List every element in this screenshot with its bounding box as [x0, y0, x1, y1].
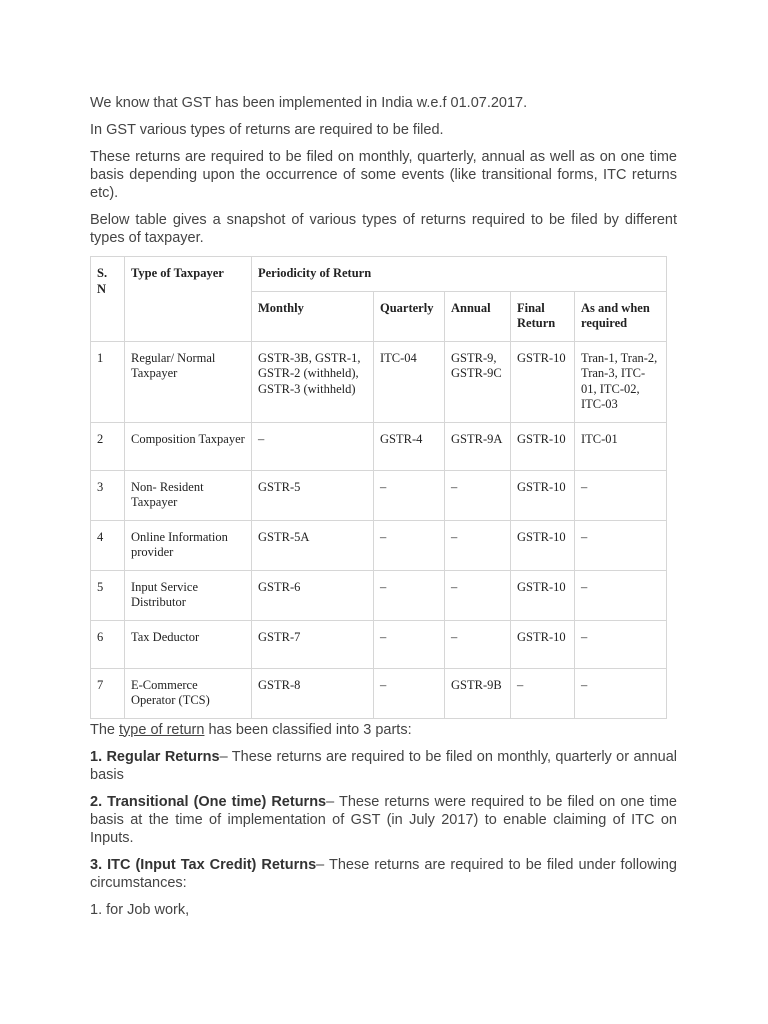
cell-final: GSTR-10: [511, 570, 575, 620]
cell-as-when: –: [575, 620, 667, 668]
cell-sn: 3: [91, 470, 125, 520]
cell-type: Online Information provider: [125, 520, 252, 570]
cell-final: GSTR-10: [511, 620, 575, 668]
table-row: [91, 620, 667, 668]
intro-paragraph: We know that GST has been implemented in India w.e.f 01.07.2017.: [90, 95, 528, 111]
cell-monthly: GSTR-3B, GSTR-1, GSTR-2 (withheld), GSTR-3 (withheld): [252, 341, 374, 422]
cell-sn: 4: [91, 520, 125, 570]
cell-sn: 1: [91, 341, 125, 422]
table-header-row: [91, 257, 667, 292]
cell-type: E-Commerce Operator (TCS): [125, 668, 252, 718]
header-quarterly: Quarterly: [374, 291, 445, 341]
table-row: [91, 570, 667, 620]
part-text: – These returns are required to be filed on monthly, quarterly or annual basis: [90, 748, 677, 783]
cell-as-when: –: [575, 470, 667, 520]
cell-final: GSTR-10: [511, 470, 575, 520]
cell-type: Composition Taxpayer: [125, 422, 252, 470]
cell-as-when: ITC-01: [575, 422, 667, 470]
intro-paragraph: These returns are required to be filed on monthly, quarterly, annual as well as on one time basis depending upon the occurrence of some events (like transitional forms, ITC returns etc).: [90, 149, 677, 201]
cell-annual: GSTR-9A: [445, 422, 511, 470]
cell-final: GSTR-10: [511, 341, 575, 422]
table-row: [91, 668, 667, 718]
classification-suffix: has been classified into 3 parts:: [204, 721, 412, 738]
header-type: Type of Taxpayer: [125, 257, 252, 342]
cell-quarterly: –: [374, 470, 445, 520]
classification-prefix: The: [90, 721, 120, 738]
cell-monthly: GSTR-5A: [252, 520, 374, 570]
part-title: 3. ITC (Input Tax Credit) Returns: [90, 856, 317, 873]
cell-sn: 7: [91, 668, 125, 718]
cell-monthly: GSTR-6: [252, 570, 374, 620]
cell-as-when: Tran-1, Tran-2, Tran-3, ITC-01, ITC-02, ITC-03: [575, 341, 667, 422]
header-final: Final Return: [511, 291, 575, 341]
returns-table-wrapper: [90, 256, 677, 719]
cell-quarterly: –: [374, 620, 445, 668]
cell-as-when: –: [575, 570, 667, 620]
cell-monthly: GSTR-8: [252, 668, 374, 718]
cell-monthly: –: [252, 422, 374, 470]
table-row: [91, 470, 667, 520]
cell-quarterly: ITC-04: [374, 341, 445, 422]
header-annual: Annual: [445, 291, 511, 341]
part-paragraph: [90, 793, 677, 847]
type-of-return-link[interactable]: type of return: [119, 721, 205, 738]
part-paragraph: [90, 748, 677, 784]
cell-quarterly: –: [374, 570, 445, 620]
cell-final: GSTR-10: [511, 422, 575, 470]
intro-paragraph: Below table gives a snapshot of various types of returns required to be filed by different types of taxpayer.: [90, 212, 677, 246]
cell-annual: –: [445, 470, 511, 520]
header-periodicity: Periodicity of Return: [252, 257, 667, 292]
document-body: [90, 94, 677, 928]
cell-final: –: [511, 668, 575, 718]
table-row: [91, 341, 667, 422]
cell-quarterly: GSTR-4: [374, 422, 445, 470]
cell-sn: 5: [91, 570, 125, 620]
table-row: [91, 422, 667, 470]
cell-type: Non- Resident Taxpayer: [125, 470, 252, 520]
returns-table: [90, 256, 667, 719]
cell-quarterly: –: [374, 520, 445, 570]
part-title: 1. Regular Returns: [90, 748, 220, 765]
list-item: 1. for Job work,: [90, 901, 190, 918]
cell-quarterly: –: [374, 668, 445, 718]
intro-paragraph: In GST various types of returns are required to be filed.: [90, 122, 444, 138]
cell-monthly: GSTR-5: [252, 470, 374, 520]
part-text: – These returns are required to be filed under following circumstances:: [90, 856, 677, 891]
cell-final: GSTR-10: [511, 520, 575, 570]
cell-annual: –: [445, 620, 511, 668]
classification-intro: [90, 721, 677, 739]
table-row: [91, 520, 667, 570]
cell-sn: 2: [91, 422, 125, 470]
cell-annual: GSTR-9, GSTR-9C: [445, 341, 511, 422]
cell-monthly: GSTR-7: [252, 620, 374, 668]
header-as-when: As and when required: [575, 291, 667, 341]
cell-type: Input Service Distributor: [125, 570, 252, 620]
cell-type: Regular/ Normal Taxpayer: [125, 341, 252, 422]
cell-sn: 6: [91, 620, 125, 668]
cell-as-when: –: [575, 668, 667, 718]
part-text: – These returns were required to be filed on one time basis at the time of implementation of GST (in July 2017) to enable claiming of ITC on Inputs.: [90, 793, 677, 846]
part-title: 2. Transitional (One time) Returns: [90, 793, 327, 810]
cell-annual: GSTR-9B: [445, 668, 511, 718]
part-paragraph: [90, 856, 677, 892]
cell-annual: –: [445, 520, 511, 570]
header-sn: S. N: [91, 257, 125, 342]
header-monthly: Monthly: [252, 291, 374, 341]
cell-annual: –: [445, 570, 511, 620]
cell-type: Tax Deductor: [125, 620, 252, 668]
cell-as-when: –: [575, 520, 667, 570]
